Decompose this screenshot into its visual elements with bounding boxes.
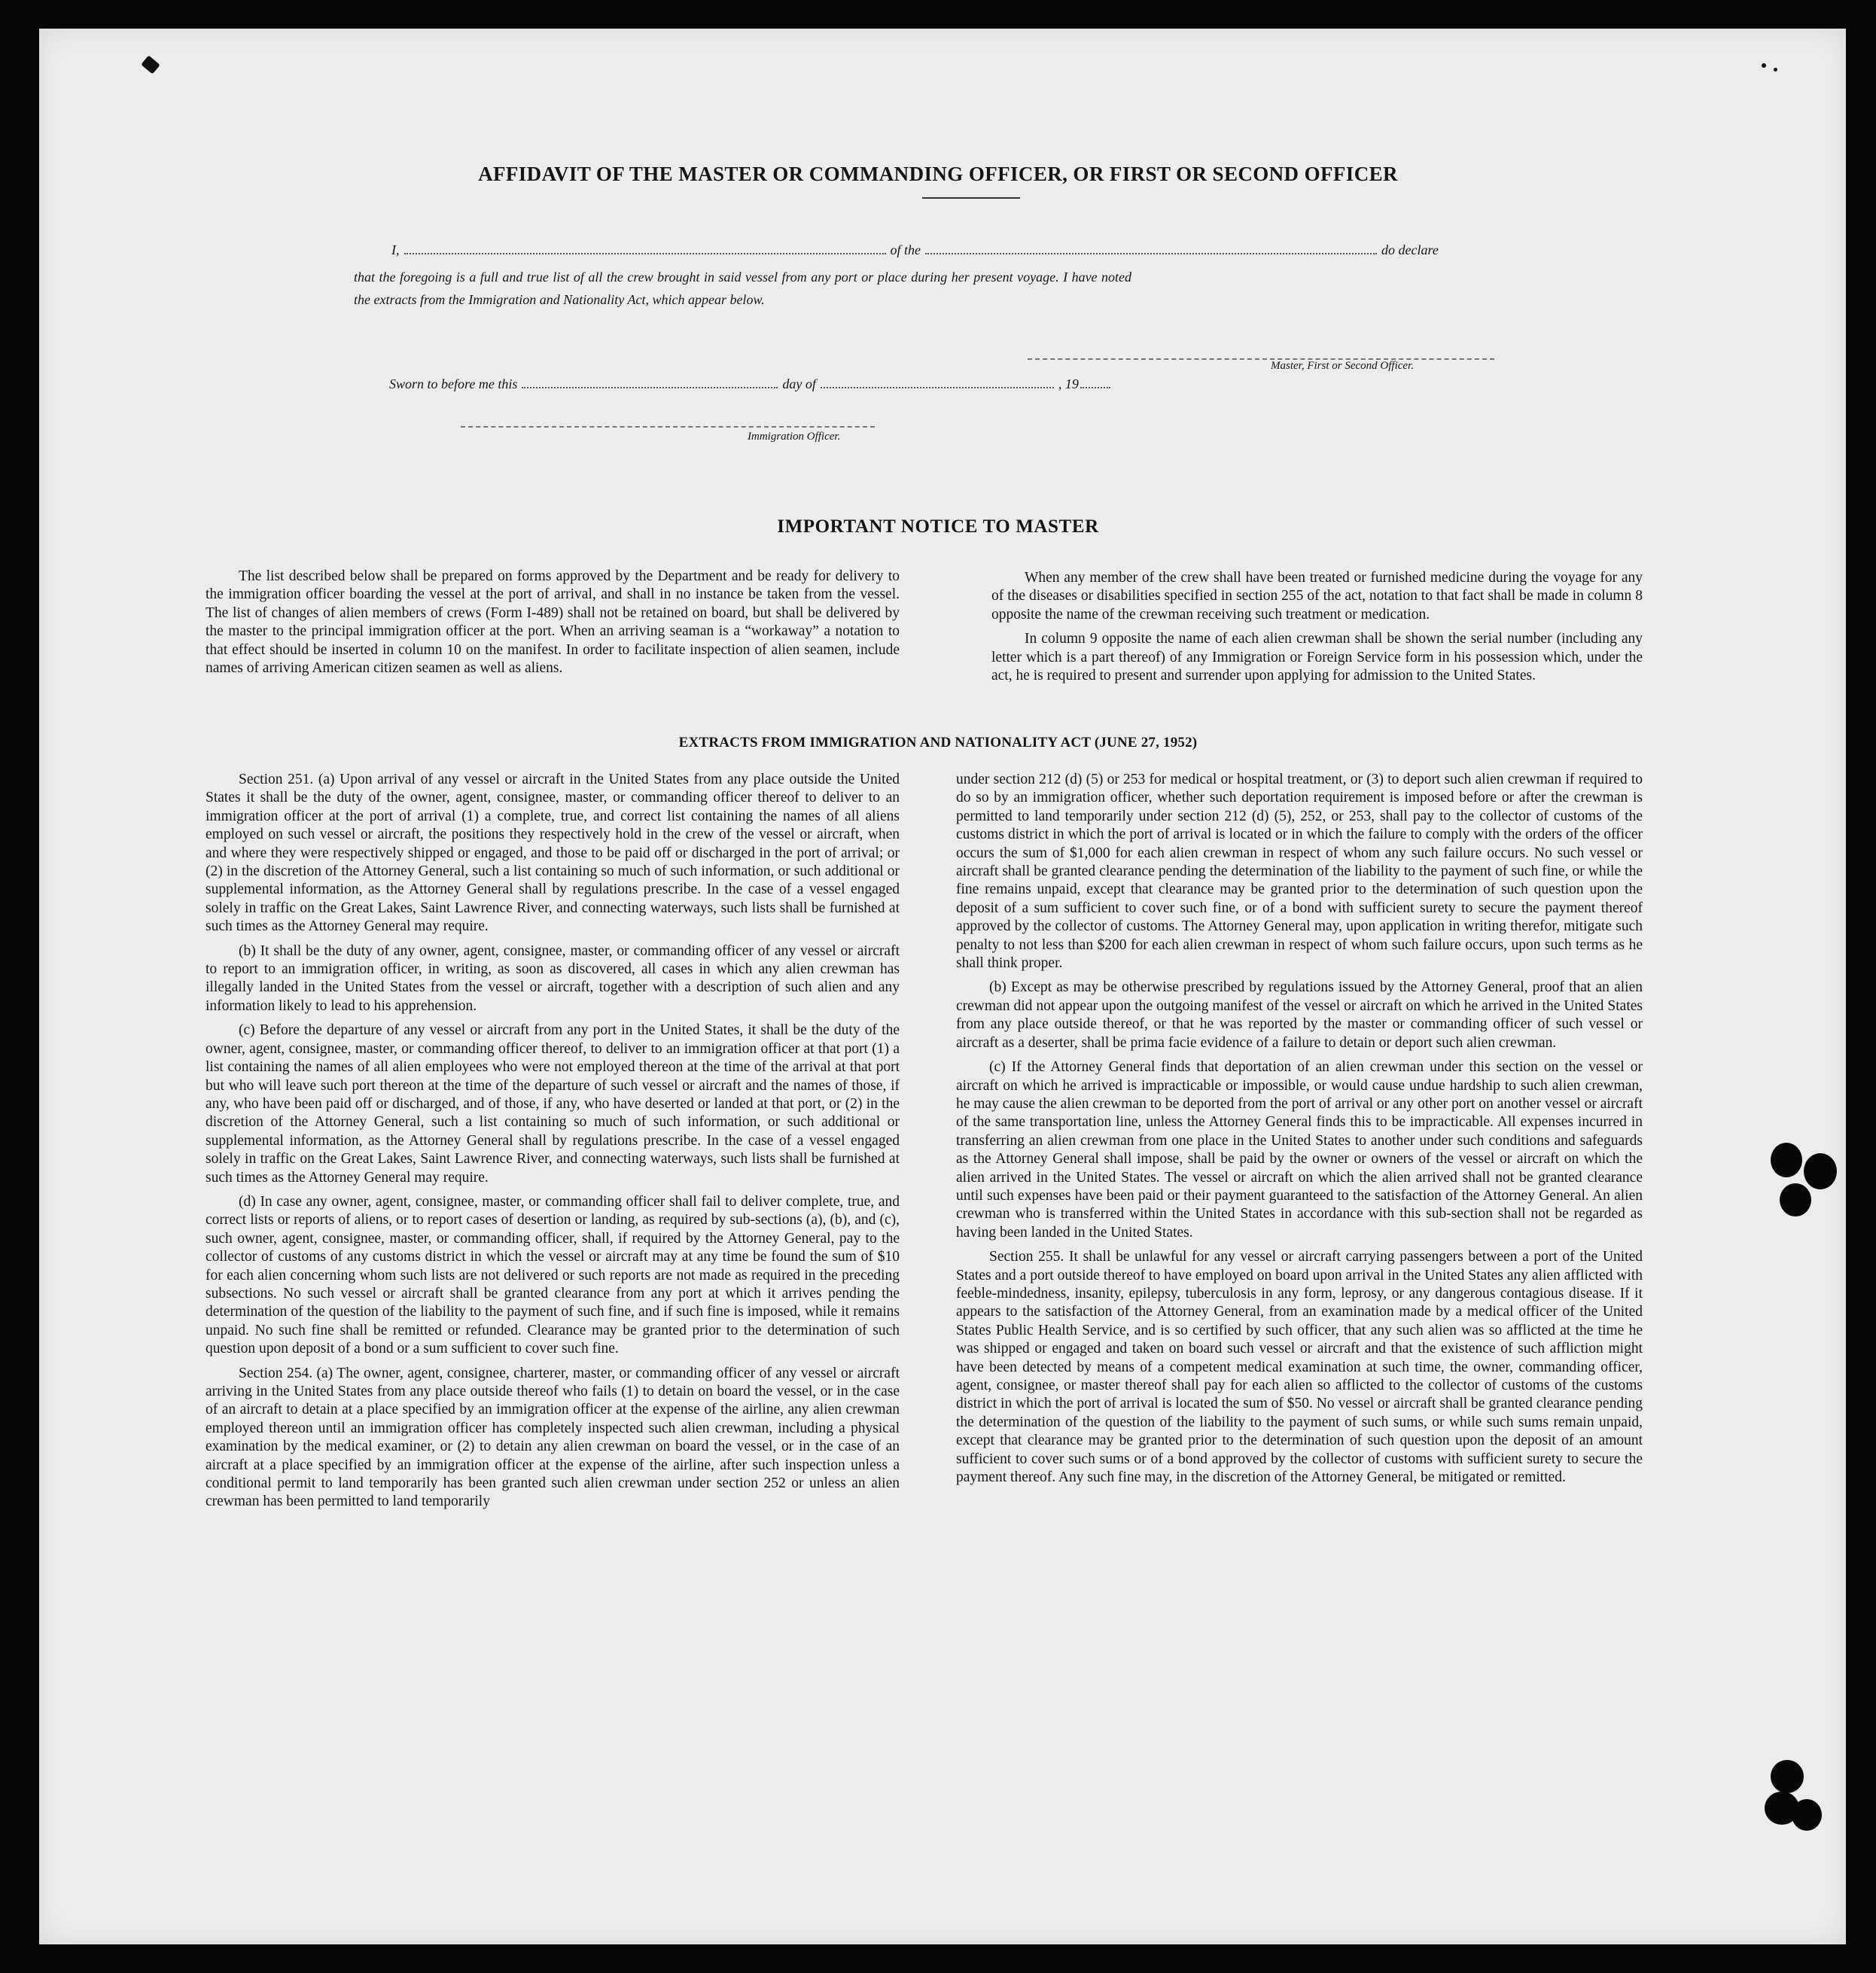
section-255: Section 255. It shall be unlawful for any vessel or aircraft carrying passengers between a port of the United States and a port outside thereof to have employed on board upon arrival in the United States any alien afflicted with feeble-mindedness, insanity, epilepsy, tuberculosis in any form, leprosy, or any dangerous contagious disease. If it appears to the satisfaction of the Attorney General, from an examination made by a medical officer of the United States Public Health Service, and is so certified by such officer, that any such alien was so afflicted at the time he was shipped or engaged and taken on board such vessel or aircraft and that the existence of such affliction might have been detected by means of a competent medical examination at such time, the owner, commanding officer, agent, consignee, or master thereof shall pay for each alien so afflicted to the collector of customs of the customs district in which the port of arrival is located the sum of $50. No vessel or aircraft shall be granted clearance pending the determination of the question of the liability to the payment of such sums, or while such sums remain unpaid, except that clearance may be granted prior to the determination of such question upon the deposit of an amount sufficient to cover such sums or of a bond approved by the collector of customs with sufficient surety to secure the payment thereof. Any such fine may, in the discretion of the Attorney General, be mitigated or remitted. xyxy=(956,1249,1643,1486)
sworn-year-field[interactable] xyxy=(1080,376,1110,388)
bleed-through-marks xyxy=(1641,316,1792,550)
section-251-c: (c) Before the departure of any vessel or aircraft from any port in the United States, it shall be the duty of the owner, agent, consignee, master, or commanding officer thereof, to deliver to an immigration officer at that port (1) a list containing the names of all alien employees who were not employed thereon at the time of the arrival at that port but who will leave such port thereon at the time of the departure of such vessel or aircraft and the names of those, if any, who have been paid off or discharged, and of those, if any, who have deserted or landed at that port, or (2) in the discretion of the Attorney General, such a list containing so much of such information, or such additional or supplemental information, as the Attorney General shall by regulations prescribe. In the case of a vessel engaged solely in traffic on the Great Lakes, Saint Lawrence River, and connecting waterways, such lists shall be furnished at such times as the Attorney General may require. xyxy=(206,1022,900,1186)
section-254-a: Section 254. (a) The owner, agent, consignee, charterer, master, or commanding officer of any vessel or aircraft arriving in the United States from any place outside thereof who fails (1) to detain on board the vessel, or in the case of an aircraft to detain at a place specified by an immigration officer at the expense of the airline, any alien crewman employed thereon until an immigration officer has completely inspected such alien crewman, including a physical examination by the medical examiner, or (2) to detain any alien crewman on board the vessel, or in the case of an aircraft at a place specified by an immigration officer at the expense of the airline, after such inspection unless a conditional permit to land temporarily has been granted such alien crewman under section 252 or unless an alien crewman has been permitted to land temporarily xyxy=(206,1365,900,1510)
extracts-right-column xyxy=(956,771,1643,1493)
master-signature-line[interactable] xyxy=(1028,358,1494,360)
section-254-c: (c) If the Attorney General finds that deportation of an alien crewman under this section on the vessel or aircraft on which he arrived is impracticable or impossible, or would cause undue hardship to such alien crewman, he may cause the alien crewman to be deported from the port of arrival or any other port on another vessel or aircraft of the same transportation line, unless the Attorney General finds this to be impracticable. All expenses incurred in transferring an alien crewman from one place in the United States to another under such conditions and safeguards as the Attorney General shall impose, shall be paid by the owner or owners of the vessel or aircraft on which the alien arrived in the United States. The vessel or aircraft on which the alien arrived shall not be granted clearance until such expenses have been paid or their payment guaranteed to the satisfaction of the Attorney General. An alien crewman who is transferred within the United States in accordance with this sub-section shall not be regarded as having been landed in the United States. xyxy=(956,1059,1643,1241)
section-251-b: (b) It shall be the duty of any owner, agent, consignee, master, or commanding officer of any vessel or aircraft to report to an immigration officer, in writing, as soon as discovered, all cases in which any alien crewman has illegally landed in the United States from the vessel or aircraft, together with a description of such alien and any information likely to lead to his apprehension. xyxy=(206,942,900,1014)
section-251-d: (d) In case any owner, agent, consignee, master, or commanding officer shall fail to deliver complete, true, and correct lists or reports of aliens, or to report cases of desertion or landing, as required by sub-sections (a), (b), and (c), such owner, agent, consignee, master, or commanding officer, shall, if required by the Attorney General, pay to the collector of customs of any customs district in which the vessel or aircraft may at any time be found the sum of $10 for each alien concerning whom such lists are not delivered or such reports are not made as required in the preceding subsections. No such vessel or aircraft shall be granted clearance from any port at which it arrives pending the determination of the question of the liability to the payment of such fine, and if such fine is imposed, while it remains unpaid. No such fine shall be remitted or refunded. Clearance may be granted prior to the determination of such question upon deposit of a bond or a sum sufficient to cover such fine. xyxy=(206,1193,900,1357)
section-254-b: (b) Except as may be otherwise prescribed by regulations issued by the Attorney General, proof that an alien crewman did not appear upon the outgoing manifest of the vessel or aircraft on which he arrived in the United States from any place outside thereof, or that he was reported by the master or commanding officer of such vessel or aircraft as a deserter, shall be prima facie evidence of a failure to detain or deport such alien crewman. xyxy=(956,979,1643,1051)
punch-hole xyxy=(1771,1760,1804,1793)
title-underline xyxy=(922,197,1020,199)
section-254-a-continued: under section 212 (d) (5) or 253 for medical or hospital treatment, or (3) to deport such alien crewman if required to do so by an immigration officer, whether such deportation requirement is imposed before or after the crewman is permitted to land temporarily under section 212 (d) (5), 252, or 253, shall pay to the collector of customs of the customs district in which the port of arrival is located or in which the failure to comply with the orders of the officer occurs the sum of $1,000 for each alien crewman in respect of whom any such failure occurs. No such vessel or aircraft shall be granted clearance pending the determination of the liability to the payment of such fine, or while the fine remains unpaid, except that clearance may be granted prior to the determination of such question upon the deposit of a sum sufficient to cover such fine, or of a bond with sufficient surety to secure the payment thereof approved by the collector of customs. The Attorney General may, upon application in writing therefor, mitigate such penalty to not less than $200 for each alien crewman in respect of whom such failure occurs, upon such terms as he shall think proper. xyxy=(956,772,1643,972)
immigration-officer-label: Immigration Officer. xyxy=(748,431,841,443)
notice-paragraph: The list described below shall be prepared on forms approved by the Department and be ready for delivery to the immigration officer boarding the vessel at the port of arrival, and shall in no instance be taken from the vessel. The list of changes of alien members of crews (Form I-489) shall not be retained on board, but shall be delivered by the master to the principal immigration officer at the port. When an arriving seaman is a “workaway” a notation to that effect should be inserted in column 10 on the manifest. In order to facilitate inspection of alien seamen, include names of arriving American citizen seamen as well as aliens. xyxy=(206,568,900,677)
day-of-label: day of xyxy=(782,376,816,391)
affidavit-text-line-3: the extracts from the Immigration and Nationality Act, which appear below. xyxy=(354,292,765,307)
affidavit-text-line-2: that the foregoing is a full and true list of all the crew brought in said vessel from any port or place during her present voyage. I have noted xyxy=(354,269,1132,285)
year-label: , 19 xyxy=(1058,376,1079,391)
sworn-label: Sworn to before me this xyxy=(389,376,518,391)
affidavit-of-the-label: of the xyxy=(890,242,921,257)
punch-hole xyxy=(1771,1143,1802,1177)
affidavit-declare-label: do declare xyxy=(1381,242,1439,257)
punch-hole xyxy=(1780,1183,1811,1216)
affidavit-title: AFFIDAVIT OF THE MASTER OR COMMANDING OFFICER, OR FIRST OR SECOND OFFICER xyxy=(478,163,1398,185)
section-251-a: Section 251. (a) Upon arrival of any vessel or aircraft in the United States from any place outside the United States it shall be the duty of the owner, agent, consignee, master, or commanding officer thereof to deliver to an immigration officer at the port of arrival (1) a complete, true, and correct list containing the names of all aliens employed on such vessel or aircraft, the positions they respectively hold in the crew of the vessel or aircraft, when and where they were respectively shipped or engaged, and those to be paid off or discharged in the port of arrival; or (2) in the discretion of the Attorney General, such a list containing so much of such information, or such additional or supplemental information, as the Attorney General shall by regulations prescribe. In the case of a vessel engaged solely in traffic on the Great Lakes, Saint Lawrence River, and connecting waterways, such lists shall be furnished at such times as the Attorney General may require. xyxy=(206,772,900,935)
sworn-line xyxy=(389,376,1115,392)
scan-speck xyxy=(1762,63,1766,68)
affidavit-declaration-line xyxy=(391,242,1439,258)
notice-right-column xyxy=(991,569,1643,691)
notice-paragraph: When any member of the crew shall have been treated or furnished medicine during the voyage for any of the diseases or disabilities specified in section 255 of the act, notation to that fact shall be made in column 8 opposite the name of the crewman receiving such treatment or medication. xyxy=(991,570,1643,623)
immigration-officer-signature-line[interactable] xyxy=(461,426,875,428)
extracts-left-column xyxy=(206,771,900,1518)
vessel-name-field[interactable] xyxy=(925,242,1377,254)
master-signature-label: Master, First or Second Officer. xyxy=(1271,360,1414,372)
notice-left-column xyxy=(206,568,900,684)
affidavit-i-label: I, xyxy=(391,242,400,257)
extracts-heading: EXTRACTS FROM IMMIGRATION AND NATIONALITY ACT (JUNE 27, 1952) xyxy=(678,735,1198,751)
notice-paragraph: In column 9 opposite the name of each alien crewman shall be shown the serial number (including any letter which is a part thereof) of any Immigration or Foreign Service form in his possession which, under the act, he is required to present and surrender upon applying for admission to the United States. xyxy=(991,631,1643,684)
sworn-day-field[interactable] xyxy=(522,376,778,388)
punch-hole xyxy=(1792,1799,1822,1831)
scan-speck xyxy=(1774,68,1777,72)
master-name-field[interactable] xyxy=(404,242,886,254)
notice-heading: IMPORTANT NOTICE TO MASTER xyxy=(777,516,1099,537)
punch-hole xyxy=(1804,1153,1837,1189)
sworn-month-field[interactable] xyxy=(821,376,1054,388)
